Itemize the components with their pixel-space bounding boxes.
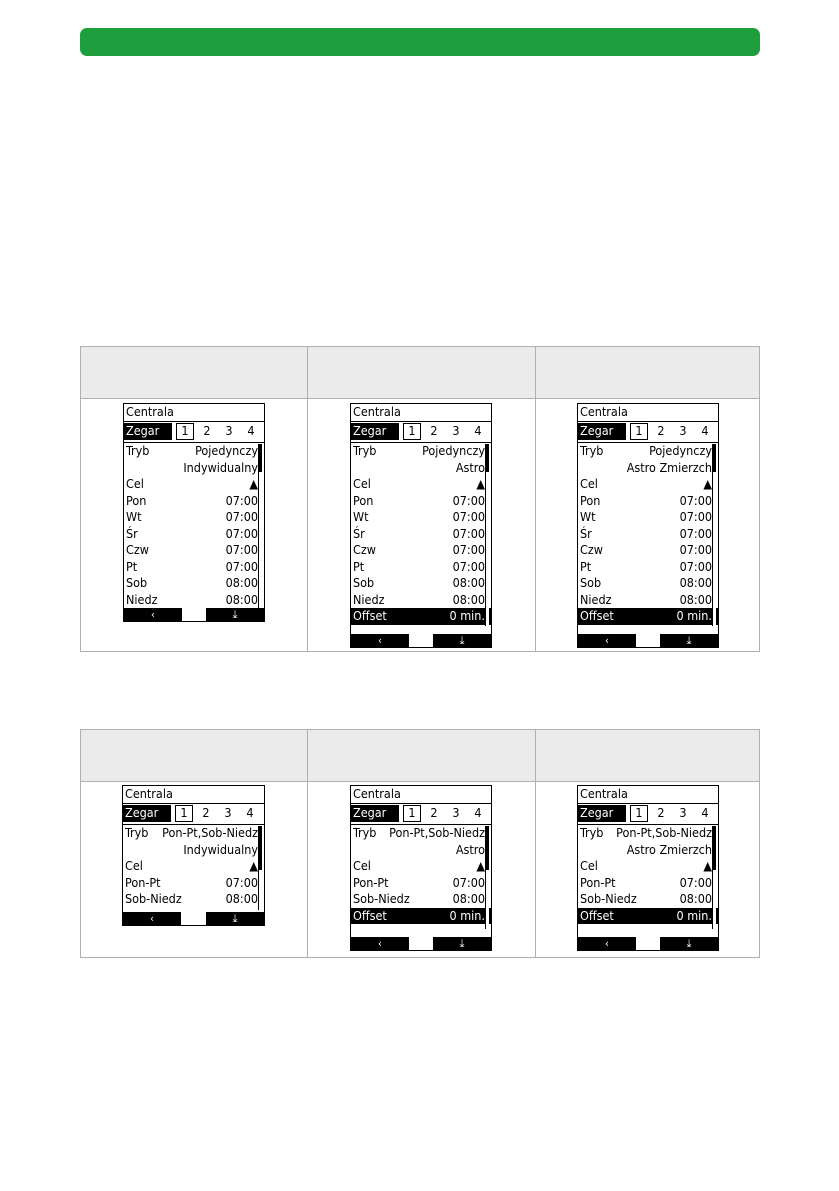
schedule-table-weekday-weekend <box>80 729 760 958</box>
save-button[interactable]: ⤓ <box>206 608 264 621</box>
row-value: 07:00 <box>679 525 712 541</box>
softkey-bar <box>578 634 718 647</box>
save-button[interactable]: ⤓ <box>660 937 718 950</box>
row-value: 07:00 <box>452 509 485 524</box>
row-cel <box>351 858 491 875</box>
tab-4[interactable]: 4 <box>701 805 709 820</box>
row-label: Sob <box>353 575 375 590</box>
row-czw <box>351 542 491 559</box>
row-pon <box>351 493 491 510</box>
back-button[interactable]: ‹ <box>124 608 182 621</box>
row-value: ▲ <box>476 858 485 873</box>
device-screen-astro-dusk <box>577 785 719 951</box>
row-label: Pt <box>126 558 138 574</box>
tab-zegar[interactable]: Zegar <box>578 805 626 822</box>
row-sob <box>351 575 491 592</box>
device-screen-astro <box>350 785 492 951</box>
screen-title: Centrala <box>351 786 491 804</box>
tab-4[interactable]: 4 <box>474 805 482 820</box>
row-czw <box>578 542 718 559</box>
row-niedz <box>351 592 491 609</box>
row-sob-niedz <box>351 891 491 908</box>
row-tryb-mode <box>351 842 491 859</box>
row-value: 07:00 <box>225 874 258 890</box>
row-label: Sob-Niedz <box>580 891 637 906</box>
tab-bar <box>123 804 264 825</box>
device-screen-astro-dusk <box>577 403 719 648</box>
row-value: Astro <box>455 841 485 857</box>
device-screen-astro <box>350 403 492 648</box>
row-value: 07:00 <box>679 874 712 890</box>
row-value: 0 min. <box>449 907 485 923</box>
row-value: 08:00 <box>452 591 485 607</box>
softkey-bar <box>351 937 491 950</box>
row-label: Pon-Pt <box>580 874 616 890</box>
row-tryb <box>351 825 491 842</box>
tab-4[interactable]: 4 <box>474 423 482 438</box>
row-value: Astro Zmierzch <box>626 459 712 475</box>
row-pon <box>578 493 718 510</box>
row-label: Offset <box>353 608 387 623</box>
row-label: Pon-Pt <box>125 874 161 890</box>
row-value: 07:00 <box>452 492 485 508</box>
row-niedz <box>578 592 718 609</box>
row-sob-niedz <box>578 891 718 908</box>
row-offset[interactable] <box>351 908 491 925</box>
row-label: Tryb <box>125 825 149 840</box>
row-cel <box>578 476 718 493</box>
row-tryb <box>578 825 718 842</box>
tab-zegar[interactable]: Zegar <box>124 423 172 440</box>
row-label: Tryb <box>353 443 377 458</box>
row-label: Wt <box>126 509 142 524</box>
row-value: Astro <box>455 459 485 475</box>
row-value: 07:00 <box>452 525 485 541</box>
tab-1[interactable]: 1 <box>630 423 648 440</box>
tab-3[interactable]: 3 <box>679 423 687 438</box>
row-value: 07:00 <box>679 542 712 557</box>
softkey-bar <box>351 634 491 647</box>
row-label: Tryb <box>353 825 377 840</box>
save-button[interactable]: ⤓ <box>660 634 718 647</box>
screen-title: Centrala <box>578 404 718 422</box>
scrollbar-thumb[interactable] <box>486 444 489 472</box>
row-label: Czw <box>126 542 149 557</box>
row-label: Cel <box>580 476 598 491</box>
row-sob <box>124 575 264 592</box>
tab-zegar[interactable]: Zegar <box>351 805 399 822</box>
schedule-table-single <box>80 346 760 652</box>
row-value: 07:00 <box>225 558 258 574</box>
row-value: ▲ <box>249 858 258 873</box>
tab-2[interactable]: 2 <box>430 805 438 820</box>
row-value: Astro Zmierzch <box>626 841 712 857</box>
tab-2[interactable]: 2 <box>202 805 210 820</box>
tab-2[interactable]: 2 <box>203 423 211 438</box>
device-screen-individual <box>123 403 265 622</box>
row-value: Pojedynczy <box>195 443 258 458</box>
row-tryb-mode <box>578 842 718 859</box>
row-cel <box>123 858 264 875</box>
row-sr <box>351 526 491 543</box>
row-sr <box>578 526 718 543</box>
row-pon-pt <box>578 875 718 892</box>
row-label: Sob <box>580 575 602 590</box>
row-sob <box>578 575 718 592</box>
tab-4[interactable]: 4 <box>247 423 255 438</box>
tab-2[interactable]: 2 <box>657 423 665 438</box>
row-label: Offset <box>353 907 387 923</box>
row-pon-pt <box>351 875 491 892</box>
row-label: Cel <box>580 858 598 873</box>
row-value: 0 min. <box>449 608 485 623</box>
row-label: Tryb <box>580 825 604 840</box>
tab-bar <box>124 422 264 443</box>
row-label: Śr <box>126 525 138 541</box>
row-value: Pojedynczy <box>649 443 712 458</box>
screen-title: Centrala <box>123 786 264 804</box>
row-value: 0 min. <box>676 608 712 623</box>
softkey-bar <box>124 608 264 621</box>
row-value: 07:00 <box>452 558 485 574</box>
back-button[interactable]: ‹ <box>123 912 181 925</box>
scrollbar-thumb[interactable] <box>259 444 262 472</box>
softkey-bar <box>123 912 264 925</box>
tab-bar <box>578 422 718 443</box>
row-label: Tryb <box>580 443 604 458</box>
row-pon-pt <box>123 875 264 892</box>
tab-3[interactable]: 3 <box>224 805 232 820</box>
row-value: Indywidualny <box>183 459 258 475</box>
row-value: Pon-Pt,Sob-Niedz <box>616 825 712 840</box>
row-value: 07:00 <box>452 542 485 557</box>
row-value: ▲ <box>249 476 258 491</box>
row-value: 08:00 <box>225 591 258 607</box>
row-value: 07:00 <box>679 492 712 508</box>
row-wt <box>578 509 718 526</box>
row-tryb-mode <box>351 460 491 477</box>
row-offset[interactable] <box>578 608 718 625</box>
tab-3[interactable]: 3 <box>225 423 233 438</box>
row-niedz <box>124 592 264 609</box>
tab-1[interactable]: 1 <box>403 805 421 822</box>
row-label: Offset <box>580 907 614 923</box>
table-header <box>81 730 759 782</box>
row-pt <box>351 559 491 576</box>
row-label: Pt <box>580 558 592 574</box>
row-cel <box>351 476 491 493</box>
back-button[interactable]: ‹ <box>578 634 636 647</box>
row-label: Wt <box>580 509 596 524</box>
row-value: 08:00 <box>225 575 258 590</box>
row-label: Niedz <box>353 591 385 607</box>
tab-1[interactable]: 1 <box>176 423 194 440</box>
row-value: 0 min. <box>676 907 712 923</box>
row-wt <box>351 509 491 526</box>
row-label: Niedz <box>126 591 158 607</box>
scrollbar-thumb[interactable] <box>259 826 262 870</box>
row-label: Pon <box>126 492 147 508</box>
scrollbar-thumb[interactable] <box>486 826 489 870</box>
tab-bar <box>351 422 491 443</box>
row-label: Pon <box>580 492 601 508</box>
row-pon <box>124 493 264 510</box>
tab-zegar[interactable]: Zegar <box>351 423 399 440</box>
row-tryb-mode <box>578 460 718 477</box>
tab-2[interactable]: 2 <box>657 805 665 820</box>
row-tryb <box>124 443 264 460</box>
row-label: Sob-Niedz <box>353 891 410 906</box>
row-value: 07:00 <box>452 874 485 890</box>
row-cel <box>124 476 264 493</box>
row-pt <box>578 559 718 576</box>
row-value: 08:00 <box>679 891 712 906</box>
row-label: Sob <box>126 575 148 590</box>
row-label: Śr <box>353 525 365 541</box>
row-pt <box>124 559 264 576</box>
device-screen-individual <box>122 785 265 926</box>
scrollbar-thumb[interactable] <box>713 444 716 472</box>
row-label: Cel <box>353 476 371 491</box>
tab-bar <box>351 804 491 825</box>
row-value: 08:00 <box>452 575 485 590</box>
tab-3[interactable]: 3 <box>452 805 460 820</box>
row-value: Pojedynczy <box>422 443 485 458</box>
row-value: 07:00 <box>679 509 712 524</box>
tab-3[interactable]: 3 <box>452 423 460 438</box>
row-value: Pon-Pt,Sob-Niedz <box>162 825 258 840</box>
row-label: Cel <box>126 476 144 491</box>
row-value: Indywidualny <box>183 841 258 857</box>
row-label: Pon-Pt <box>353 874 389 890</box>
row-value: ▲ <box>476 476 485 491</box>
back-button[interactable]: ‹ <box>351 634 409 647</box>
row-label: Śr <box>580 525 592 541</box>
tab-zegar[interactable]: Zegar <box>578 423 626 440</box>
row-value: Pon-Pt,Sob-Niedz <box>389 825 485 840</box>
softkey-bar <box>578 937 718 950</box>
row-offset[interactable] <box>351 608 491 625</box>
row-label: Sob-Niedz <box>125 891 182 906</box>
tab-4[interactable]: 4 <box>701 423 709 438</box>
row-sr <box>124 526 264 543</box>
row-label: Tryb <box>126 443 150 458</box>
row-sob-niedz <box>123 891 264 908</box>
tab-1[interactable]: 1 <box>175 805 193 822</box>
row-value: 08:00 <box>452 891 485 906</box>
row-label: Offset <box>580 608 614 623</box>
row-value: 07:00 <box>225 509 258 524</box>
row-value: 07:00 <box>225 492 258 508</box>
row-value: 07:00 <box>679 558 712 574</box>
screen-title: Centrala <box>351 404 491 422</box>
tab-4[interactable]: 4 <box>246 805 254 820</box>
save-button[interactable]: ⤓ <box>206 912 264 925</box>
table-header <box>81 347 759 399</box>
tab-3[interactable]: 3 <box>679 805 687 820</box>
row-value: ▲ <box>703 858 712 873</box>
save-button[interactable]: ⤓ <box>433 937 491 950</box>
row-label: Cel <box>353 858 371 873</box>
row-wt <box>124 509 264 526</box>
row-value: ▲ <box>703 476 712 491</box>
screen-title: Centrala <box>124 404 264 422</box>
tab-bar <box>578 804 718 825</box>
row-label: Wt <box>353 509 369 524</box>
row-value: 08:00 <box>679 575 712 590</box>
tab-2[interactable]: 2 <box>430 423 438 438</box>
row-value: 08:00 <box>679 591 712 607</box>
row-value: 07:00 <box>225 525 258 541</box>
section-header-bar <box>80 28 760 56</box>
row-label: Czw <box>580 542 603 557</box>
back-button[interactable]: ‹ <box>578 937 636 950</box>
row-offset[interactable] <box>578 908 718 925</box>
row-label: Pon <box>353 492 374 508</box>
row-value: 07:00 <box>225 542 258 557</box>
row-value: 08:00 <box>225 891 258 906</box>
row-tryb-mode <box>123 842 264 859</box>
tab-zegar[interactable]: Zegar <box>123 805 171 822</box>
scrollbar-thumb[interactable] <box>713 826 716 870</box>
row-tryb-mode <box>124 460 264 477</box>
save-button[interactable]: ⤓ <box>433 634 491 647</box>
row-label: Cel <box>125 858 143 873</box>
tab-1[interactable]: 1 <box>403 423 421 440</box>
back-button[interactable]: ‹ <box>351 937 409 950</box>
row-label: Pt <box>353 558 365 574</box>
row-tryb <box>351 443 491 460</box>
screen-title: Centrala <box>578 786 718 804</box>
tab-1[interactable]: 1 <box>630 805 648 822</box>
row-tryb <box>578 443 718 460</box>
row-cel <box>578 858 718 875</box>
row-label: Niedz <box>580 591 612 607</box>
row-label: Czw <box>353 542 376 557</box>
row-tryb <box>123 825 264 842</box>
row-czw <box>124 542 264 559</box>
